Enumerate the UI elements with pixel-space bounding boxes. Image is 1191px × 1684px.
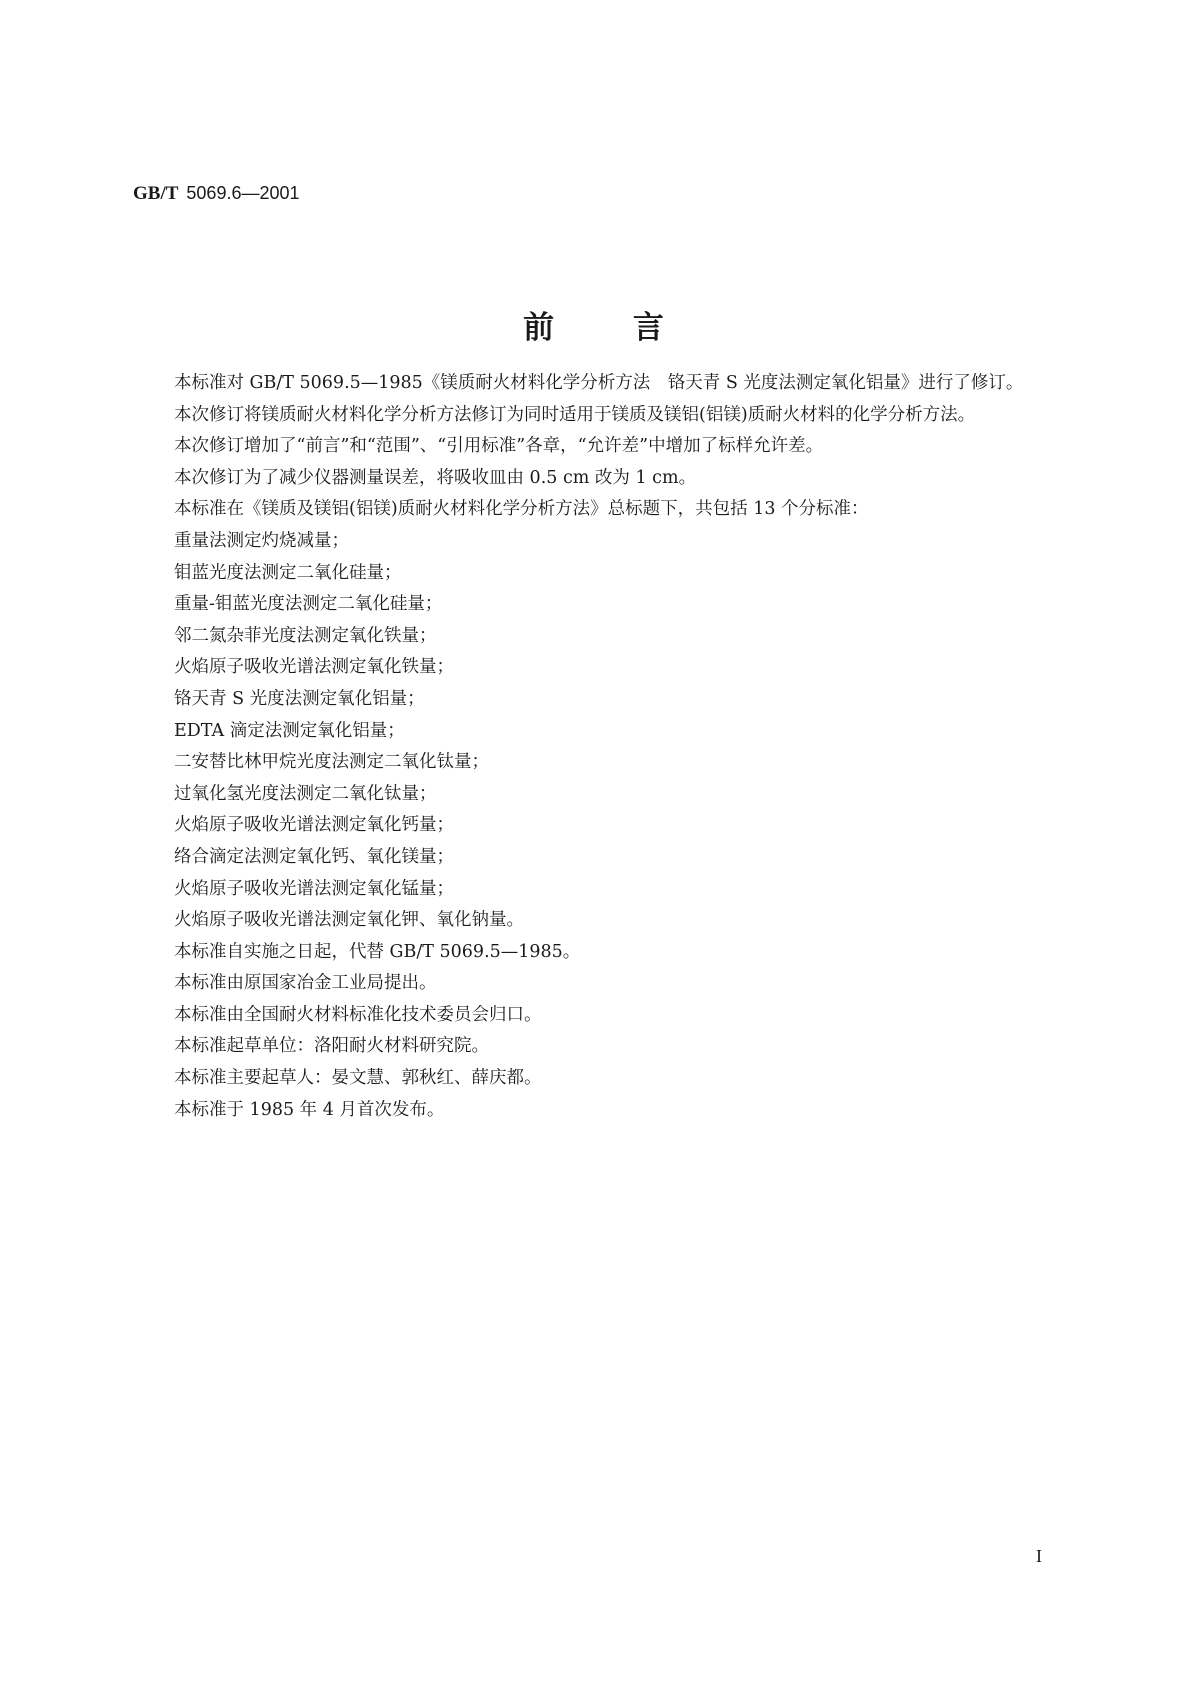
page-number: I [1036, 1546, 1042, 1566]
closing-paragraph: 本标准于 1985 年 4 月首次发布。 [174, 1099, 445, 1120]
paragraph: 本标准对 GB/T 5069.5—1985《镁质耐火材料化学分析方法 铬天青 S 光度法测定氧化铝量》进行了修订。 [174, 373, 1024, 393]
page-title: 前 言 [523, 310, 668, 346]
sub-standard-item: 火焰原子吸收光谱法测定氧化锰量； [174, 878, 454, 899]
closing-paragraph: 本标准由原国家冶金工业局提出。 [174, 973, 437, 994]
sub-standard-item: 过氧化氢光度法测定二氧化钛量； [174, 783, 437, 804]
sub-standard-item: 二安替比林甲烷光度法测定二氧化钛量； [174, 752, 489, 773]
sub-standard-item: 邻二氮杂菲光度法测定氧化铁量； [174, 625, 437, 646]
sub-standard-item: 火焰原子吸收光谱法测定氧化铁量； [174, 657, 454, 678]
paragraph: 本次修订为了减少仪器测量误差，将吸收皿由 0.5 cm 改为 1 cm。 [174, 467, 697, 488]
sub-standard-item: 铬天青 S 光度法测定氧化铝量； [174, 688, 425, 709]
sub-standard-item: 火焰原子吸收光谱法测定氧化钙量； [174, 815, 454, 836]
closing-paragraph: 本标准自实施之日起，代替 GB/T 5069.5—1985。 [174, 941, 581, 962]
paragraph: 本次修订增加了“前言”和“范围”、“引用标准”各章，“允许差”中增加了标样允许差。 [174, 436, 824, 457]
closing-paragraph: 本标准由全国耐火材料标准化技术委员会归口。 [174, 1004, 542, 1025]
sub-standard-item: 钼蓝光度法测定二氧化硅量； [174, 562, 402, 583]
foreword-body [133, 368, 1063, 1126]
paragraph: 本次修订将镁质耐火材料化学分析方法修订为同时适用于镁质及镁铝(铝镁)质耐火材料的化学分析方法。 [174, 404, 976, 425]
sub-standard-item: 重量-钼蓝光度法测定二氧化硅量； [174, 594, 443, 615]
sub-standard-item: 络合滴定法测定氧化钙、氧化镁量； [174, 846, 454, 867]
closing-paragraph: 本标准起草单位：洛阳耐火材料研究院。 [174, 1036, 489, 1057]
standard-prefix: GB/T [133, 183, 179, 204]
paragraph: 本标准在《镁质及镁铝(铝镁)质耐火材料化学分析方法》总标题下，共包括 13 个分标准： [174, 499, 869, 520]
sub-standard-item: EDTA 滴定法测定氧化铝量； [174, 720, 405, 741]
sub-standard-item: 火焰原子吸收光谱法测定氧化钾、氧化钠量。 [174, 910, 524, 931]
sub-standard-item: 重量法测定灼烧减量； [174, 530, 349, 551]
standard-code [133, 183, 300, 205]
standard-number: 5069.6—2001 [186, 183, 300, 203]
closing-paragraph: 本标准主要起草人：晏文慧、郭秋红、薛庆都。 [174, 1068, 542, 1089]
